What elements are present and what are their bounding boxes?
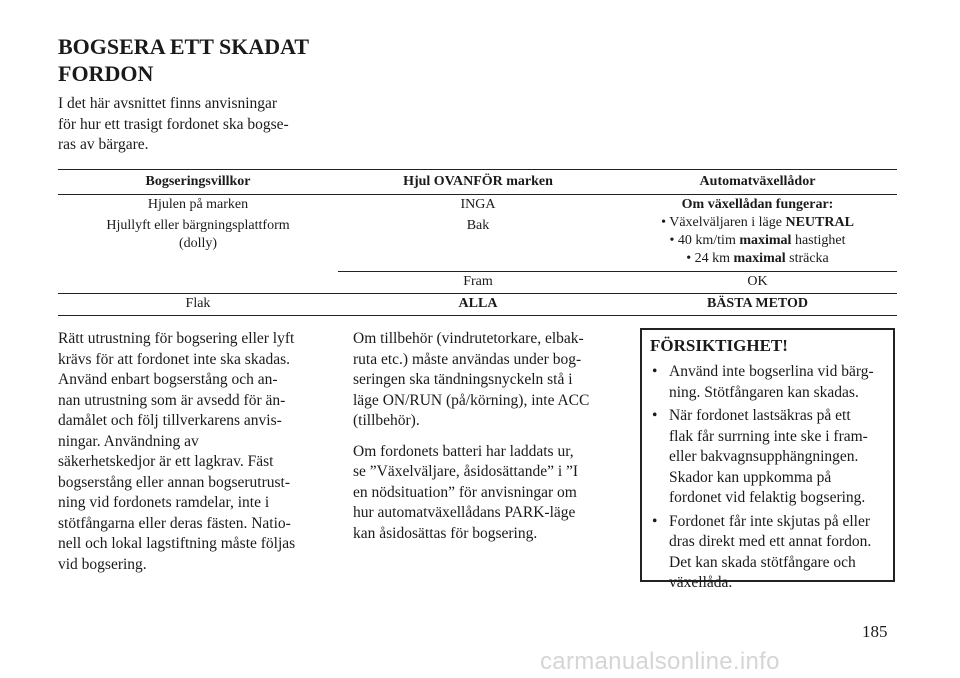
page-heading: BOGSERA ETT SKADAT FORDON (58, 34, 310, 86)
auto-line1-prefix: • Växelväljaren i läge (661, 215, 786, 230)
bullet-icon: • (652, 512, 658, 530)
auto-box-line-3 (622, 250, 893, 268)
caution-item-text: När fordonet lastsäkras på ett flak får surrning inte ske i fram- eller bakvagnsupphängningen. Skador kan uppkomma på fordonet vid felaktig bogsering. (669, 407, 868, 506)
cell-wheels: Bak (466, 218, 490, 233)
watermark: carmanualsonline.info (540, 648, 780, 675)
cell-auto-instructions (618, 195, 897, 272)
list-item (650, 362, 885, 403)
header-towing-conditions: Bogseringsvillkor (58, 170, 338, 195)
left-column (58, 329, 324, 585)
auto-line3-bold: maximal (733, 251, 786, 266)
middle-column (353, 329, 607, 554)
bullet-icon: • (652, 407, 658, 424)
table-row (58, 195, 897, 217)
towing-table (58, 169, 897, 316)
list-item (650, 512, 885, 594)
cell-auto: BÄSTA METOD (618, 294, 897, 316)
cell-auto: OK (618, 272, 897, 294)
auto-box-line-1 (622, 214, 893, 232)
cell-wheels: Fram (338, 272, 618, 294)
auto-line2-bold: maximal (739, 233, 792, 248)
bullet-icon: • (652, 363, 658, 380)
auto-line3-prefix: • 24 km (686, 251, 734, 266)
auto-line3-suffix: sträcka (785, 251, 829, 266)
auto-box-title: Om växellådan fungerar: (681, 197, 834, 212)
cell-condition: Hjullyft eller bärgningsplattform (dolly) (106, 218, 290, 251)
auto-line2-prefix: • 40 km/tim (669, 233, 740, 248)
caution-item-text: Använd inte bogserlina vid bärg- ning. Stötfångaren kan skadas. (669, 363, 874, 401)
caution-list (650, 362, 885, 594)
auto-line2-suffix: hastighet (791, 233, 846, 248)
table-row (58, 294, 897, 316)
auto-line1-bold: NEUTRAL (785, 215, 854, 230)
auto-box-line-2 (622, 232, 893, 250)
header-wheels-off-ground: Hjul OVANFÖR marken (338, 170, 618, 195)
list-item (650, 406, 885, 509)
caution-item-text: Fordonet får inte skjutas på eller dras direkt med ett annat fordon. Det kan skada stötfångare och växellåda. (669, 512, 872, 591)
cell-condition: Hjulen på marken (147, 197, 249, 212)
cell-condition: Flak (58, 294, 338, 316)
page-number: 185 (862, 622, 888, 641)
caution-box (640, 328, 895, 591)
intro-paragraph: I det här avsnittet finns anvisningar för hur ett trasigt fordonet ska bogse- ras av bärgare. (58, 95, 289, 153)
accessories-paragraph: Om tillbehör (vindrutetorkare, elbak- ruta etc.) måste användas under bog- seringen ska tändningsnyckeln stå i läge ON/RUN (på/körning), inte ACC (tillbehör). (353, 330, 590, 429)
cell-wheels: ALLA (338, 294, 618, 316)
table-header-row (58, 170, 897, 195)
cell-wheels: INGA (460, 197, 496, 212)
battery-paragraph: Om fordonets batteri har laddats ur, se ”Växelväljare, åsidosättande” i ”I en nödsituation” för anvisningar om hur automatväxellådans PARK-läge kan åsidosättas för bogsering. (353, 442, 579, 542)
caution-title: FÖRSIKTIGHET! (650, 336, 788, 355)
header-automatic-transmission: Automatväxellådor (618, 170, 897, 195)
towing-equipment-paragraph: Rätt utrustning för bogsering eller lyft krävs för att fordonet inte ska skadas. Använd enbart bogserstång och an- nan utrustning som är avsedd för än- damålet och följ tillverkarens anvis- ningar. Användning av säkerhetskedjor är ett lagkrav. Fäst bogserstång eller annan bogserutrust- ning vid fordonets ramdelar, inte i stötfångarna eller deras fästen. Natio- nell och lokal lagstiftning måste följas vid bogsering. (58, 330, 296, 573)
